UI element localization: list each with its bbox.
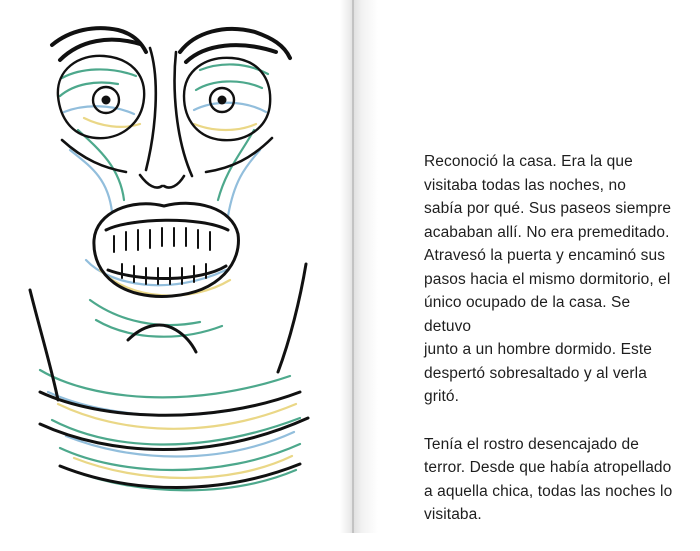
terrified-face-illustration [0,0,352,533]
paragraph-1: Reconoció la casa. Era la que visitaba todas las noches, no sabía por qué. Sus paseos siempre acababan allí. No era premeditado. Atravesó la puerta y encaminó sus pasos hacia el mismo dormitorio, el único ocupado de la casa. Se detuvo junto a un hombre dormido. Este despertó sobresaltado y al verla gritó. [424,153,672,405]
book-gutter [340,0,354,533]
pupils [102,96,227,105]
paragraph-2: Tenía el rostro desencajado de terror. Desde que había atropellado a aquella chica, todas las noches lo visitaba. [424,435,673,523]
story-text [424,150,674,551]
mouth [94,203,239,296]
eyes [58,56,270,140]
left-page [0,0,352,533]
